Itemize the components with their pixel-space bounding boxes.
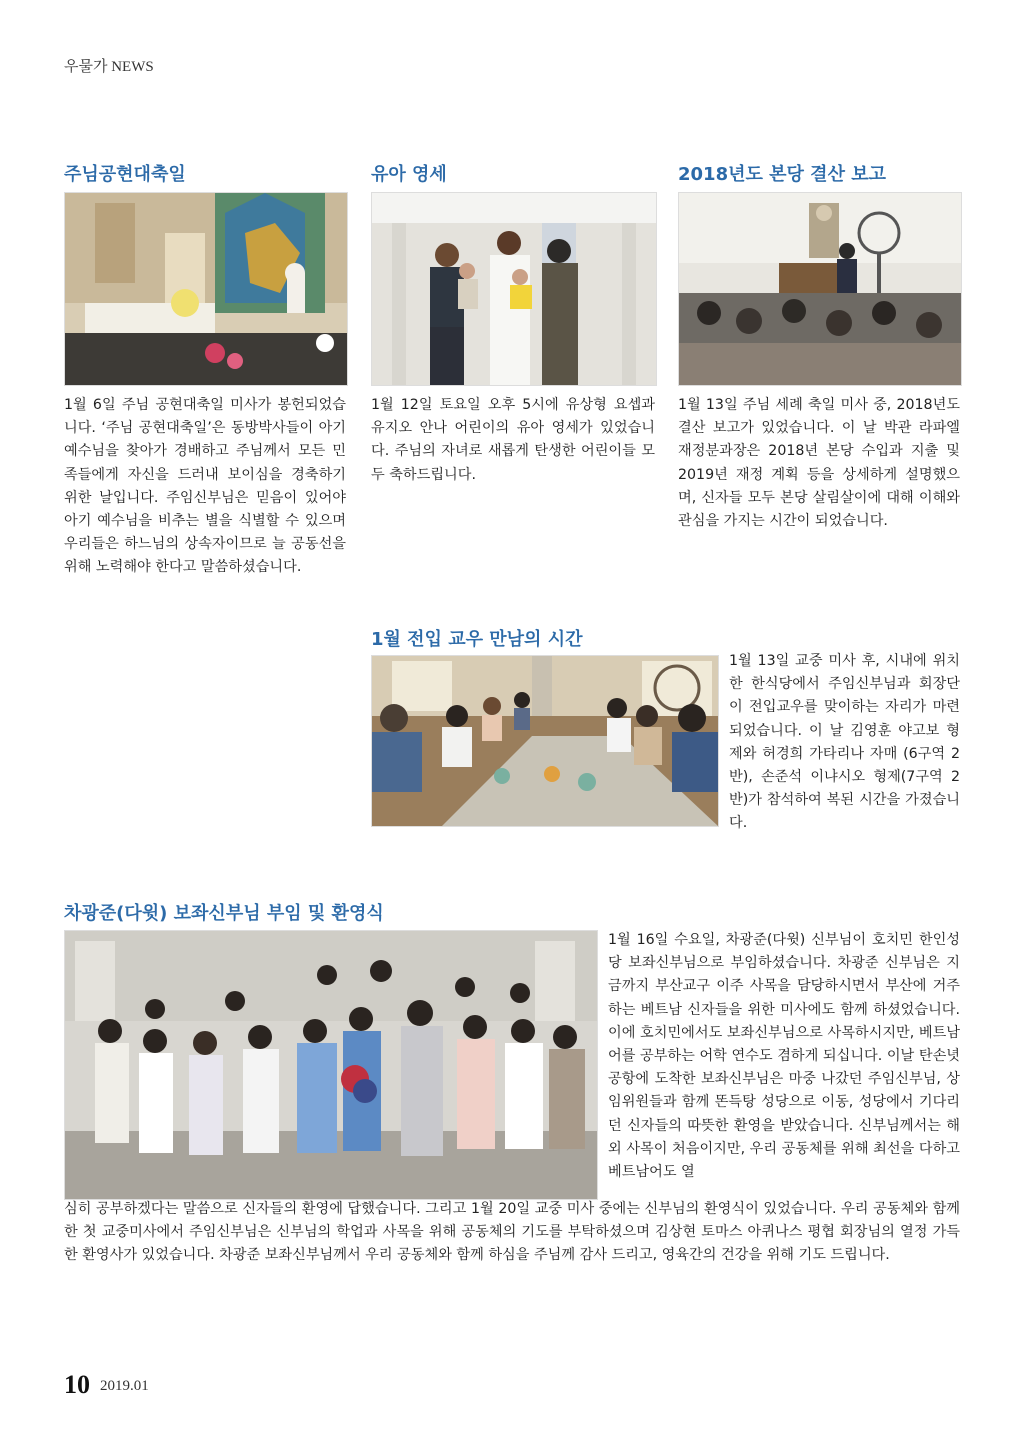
photo-epiphany-mass	[64, 192, 348, 386]
running-header: 우물가 NEWS	[64, 59, 154, 75]
article-body-epiphany: 1월 6일 주님 공현대축일 미사가 봉헌되었습니다. ‘주님 공현대축일’은 동방박사들이 아기 예수님을 찾아가 경배하고 주님께서 모든 민족들에게 자신을 드러내 보이심을 경축하기 위한 날입니다. 주임신부님은 믿음이 있어야 아기 예수님을 비추는 별을 식별할 수 있으며 우리들은 하느님의 상속자이므로 늘 공동선을 위해 노력해야 한다고 말씀하셨습니다.	[64, 397, 346, 576]
article-title-baptism: 유아 영세	[371, 164, 447, 185]
article-title-settlement: 2018년도 본당 결산 보고	[678, 164, 887, 185]
article-body-settlement: 1월 13일 주님 세례 축일 미사 중, 2018년도 결산 보고가 있었습니다. 이 날 박관 라파엘 재정분과장은 2018년 본당 수입과 지출 및 2019년 재정 계획 등을 상세하게 설명했으며, 신자들 모두 본당 살림살이에 대해 이해와 관심을 가지는 시간이 되었습니다.	[678, 397, 960, 530]
article-body-assistant-priest-full: 심히 공부하겠다는 말씀으로 신자들의 환영에 답했습니다. 그리고 1월 20일 교중 미사 중에는 신부님의 환영식이 있었습니다. 우리 공동체와 함께 한 첫 교중미사에서 주임신부님은 신부님의 학업과 사목을 위해 공동체의 기도를 부탁하셨으며 김상현 토마스 아퀴나스 평협 회장님의 열정 가득한 환영사가 있었습니다. 차광준 보좌신부님께서 우리 공동체와 함께 하심을 주님께 감사 드리고, 영육간의 건강을 위해 기도 드립니다.	[64, 1201, 960, 1264]
photo-settlement-report	[678, 192, 962, 386]
article-body-baptism: 1월 12일 토요일 오후 5시에 유상형 요셉과 유지오 안나 어린이의 유아 영세가 있었습니다. 주님의 자녀로 새롭게 탄생한 어린이들 모두 축하드립니다.	[371, 397, 655, 483]
photo-welcome-group	[64, 930, 598, 1200]
article-title-epiphany: 주님공현대축일	[64, 164, 186, 185]
article-title-newcomers: 1월 전입 교우 만남의 시간	[371, 629, 583, 650]
photo-baptism	[371, 192, 657, 386]
photo-newcomers-lunch	[371, 655, 719, 827]
article-body-newcomers: 1월 13일 교중 미사 후, 시내에 위치한 한식당에서 주임신부님과 회장단이 전입교우를 맞이하는 자리가 마련되었습니다. 이 날 김영훈 야고보 형제와 허경희 가타리나 자매 (6구역 2반), 손준석 이냐시오 형제(7구역 2반)가 참석하여 복된 시간을 가졌습니다.	[729, 653, 960, 832]
article-body-assistant-priest-side: 1월 16일 수요일, 차광준(다윗) 신부님이 호치민 한인성당 보좌신부님으로 부임하셨습니다. 차광준 신부님은 지금까지 부산교구 이주 사목을 담당하시면서 부산에 거주하는 베트남 신자들을 위한 미사에도 함께 하셨었습니다. 이에 호치민에서도 보좌신부님으로 사목하시지만, 베트남어를 공부하는 어학 연수도 겸하게 되십니다. 이날 탄손녓 공항에 도착한 보좌신부님은 마중 나갔던 주임신부님, 상임위원들과 함께 똔득탕 성당으로 이동, 성당에서 기다리던 신자들의 따뜻한 환영을 받았습니다. 신부님께서는 해외 사목이 처음이지만, 우리 공동체를 위해 최선을 다하고 베트남어도 열	[608, 932, 960, 1181]
article-title-assistant-priest: 차광준(다윗) 보좌신부님 부임 및 환영식	[64, 903, 384, 924]
issue-date: 2019.01	[100, 1378, 149, 1394]
page-number: 10	[64, 1370, 90, 1399]
